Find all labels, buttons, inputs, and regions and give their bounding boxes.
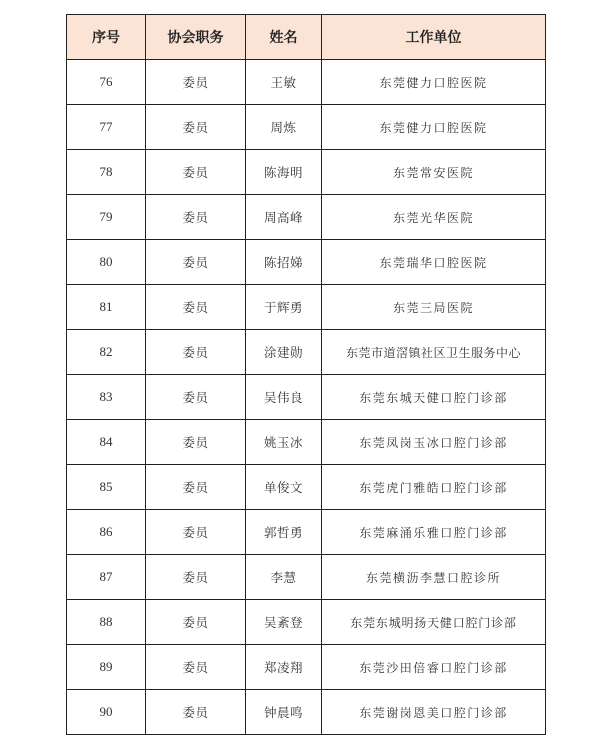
member-table <box>66 14 546 735</box>
header-organization: 工作单位 <box>322 15 546 60</box>
cell-role: 委员 <box>146 375 246 420</box>
header-number: 序号 <box>67 15 146 60</box>
cell-number: 81 <box>67 285 146 330</box>
cell-role: 委员 <box>146 285 246 330</box>
cell-name: 陈海明 <box>246 150 322 195</box>
cell-name: 陈招娣 <box>246 240 322 285</box>
table-row <box>67 330 546 375</box>
cell-number: 79 <box>67 195 146 240</box>
cell-role: 委员 <box>146 600 246 645</box>
cell-name: 吴紊登 <box>246 600 322 645</box>
cell-number: 88 <box>67 600 146 645</box>
table-row <box>67 420 546 465</box>
cell-organization: 东莞光华医院 <box>322 195 546 240</box>
cell-number: 87 <box>67 555 146 600</box>
cell-role: 委员 <box>146 420 246 465</box>
cell-role: 委员 <box>146 330 246 375</box>
cell-organization: 东莞虎门雅皓口腔门诊部 <box>322 465 546 510</box>
cell-organization: 东莞凤岗玉冰口腔门诊部 <box>322 420 546 465</box>
table-row <box>67 240 546 285</box>
cell-number: 89 <box>67 645 146 690</box>
cell-name: 涂建勋 <box>246 330 322 375</box>
cell-organization: 东莞东城明扬天健口腔门诊部 <box>322 600 546 645</box>
cell-name: 郭哲勇 <box>246 510 322 555</box>
cell-name: 王敏 <box>246 60 322 105</box>
cell-role: 委员 <box>146 240 246 285</box>
cell-organization: 东莞健力口腔医院 <box>322 60 546 105</box>
cell-role: 委员 <box>146 510 246 555</box>
cell-number: 86 <box>67 510 146 555</box>
table-row <box>67 645 546 690</box>
cell-organization: 东莞三局医院 <box>322 285 546 330</box>
cell-number: 76 <box>67 60 146 105</box>
table-row <box>67 105 546 150</box>
cell-number: 80 <box>67 240 146 285</box>
header-row <box>67 15 546 60</box>
cell-number: 77 <box>67 105 146 150</box>
table-row <box>67 690 546 735</box>
cell-organization: 东莞常安医院 <box>322 150 546 195</box>
cell-organization: 东莞健力口腔医院 <box>322 105 546 150</box>
cell-role: 委员 <box>146 60 246 105</box>
table-row <box>67 150 546 195</box>
cell-name: 周炼 <box>246 105 322 150</box>
cell-organization: 东莞麻涌乐雅口腔门诊部 <box>322 510 546 555</box>
cell-organization: 东莞瑞华口腔医院 <box>322 240 546 285</box>
table-row <box>67 465 546 510</box>
cell-number: 84 <box>67 420 146 465</box>
cell-role: 委员 <box>146 645 246 690</box>
cell-name: 单俊文 <box>246 465 322 510</box>
cell-role: 委员 <box>146 465 246 510</box>
cell-organization: 东莞市道滘镇社区卫生服务中心 <box>322 330 546 375</box>
header-role: 协会职务 <box>146 15 246 60</box>
table-row <box>67 285 546 330</box>
cell-role: 委员 <box>146 105 246 150</box>
cell-role: 委员 <box>146 150 246 195</box>
table-row <box>67 195 546 240</box>
cell-number: 83 <box>67 375 146 420</box>
cell-role: 委员 <box>146 690 246 735</box>
table-row <box>67 555 546 600</box>
table-header <box>67 15 546 60</box>
cell-name: 郑凌翔 <box>246 645 322 690</box>
cell-role: 委员 <box>146 555 246 600</box>
cell-name: 吴伟良 <box>246 375 322 420</box>
table-row <box>67 375 546 420</box>
cell-name: 于辉勇 <box>246 285 322 330</box>
table-row <box>67 60 546 105</box>
cell-number: 90 <box>67 690 146 735</box>
cell-number: 85 <box>67 465 146 510</box>
header-name: 姓名 <box>246 15 322 60</box>
table-row <box>67 510 546 555</box>
cell-name: 钟晨鸣 <box>246 690 322 735</box>
table-body <box>67 60 546 735</box>
cell-organization: 东莞沙田倍睿口腔门诊部 <box>322 645 546 690</box>
cell-organization: 东莞谢岗恩美口腔门诊部 <box>322 690 546 735</box>
cell-organization: 东莞东城天健口腔门诊部 <box>322 375 546 420</box>
cell-name: 周高峰 <box>246 195 322 240</box>
cell-organization: 东莞横沥李慧口腔诊所 <box>322 555 546 600</box>
cell-number: 82 <box>67 330 146 375</box>
cell-name: 姚玉冰 <box>246 420 322 465</box>
cell-role: 委员 <box>146 195 246 240</box>
cell-number: 78 <box>67 150 146 195</box>
table-row <box>67 600 546 645</box>
cell-name: 李慧 <box>246 555 322 600</box>
